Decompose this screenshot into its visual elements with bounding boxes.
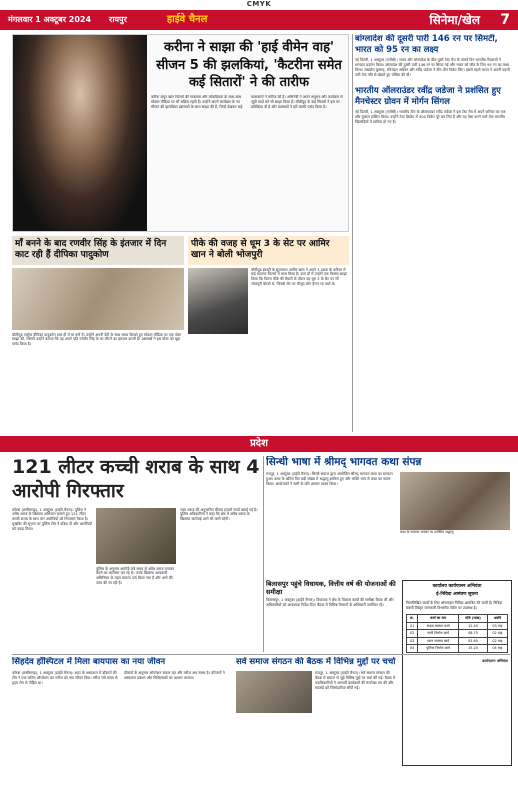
deepika-story-photo — [12, 268, 184, 330]
tender-body: निम्नलिखित कार्यों के लिए ऑनलाइन निविदा आमंत्रित की जाती है। निविदा संबंधी विस्तृत जानकारी विभागीय पोर्टल पर उपलब्ध है। — [406, 601, 503, 611]
table-cell: 02 माह — [487, 630, 507, 638]
column-divider — [352, 34, 353, 432]
right-story-body: नई दिल्ली, 1 अक्टूबर (एजेंसी)। भारत और बांग्लादेश के बीच दूसरे टेस्ट मैच के पांचवें दिन भारतीय गेंदबाजों ने शानदार प्रदर्शन किया। बांग्लादेश की दूसरी पारी 146 रन पर सिमट गई और भारत को जीत के लिए 95 रन का लक्ष्य मिला। जसप्रीत बुमराह, रविचंद्रन अश्विन और रवींद्र जडेजा ने तीन-तीन विकेट लिए। इससे पहले भारत ने अपनी पहली पारी तेज गति से खेलते हुए घोषित की थी। — [355, 58, 510, 78]
table-cell: 04 माह — [487, 645, 507, 653]
samaj-story-body: रायपुर, 1 अक्टूबर (हाईवे चैनल)। सर्व समाज संगठन की बैठक में समाज से जुड़े विभिन्न मुद्दों पर चर्चा की गई। बैठक में पदाधिकारियों ने आगामी कार्यक्रमों की रूपरेखा तय की और सदस्यों को जिम्मेदारियां सौंपी गईं। — [315, 670, 396, 690]
tender-table — [406, 614, 508, 653]
liquor-story-photo — [96, 508, 176, 564]
samaj-story-headline: सर्व समाज संगठन की बैठक में विभिन्न मुद्दों पर चर्चा — [236, 657, 396, 667]
deepika-story-body: बॉलीवुड एक्ट्रेस दीपिका पादुकोण हाल ही में मां बनी हैं। उन्होंने अपनी बेटी के साथ समय बिताते हुए सोशल मीडिया पर एक पोस्ट साझा की, जिसमें उन्होंने बताया कि वह अपने पति रणवीर सिंह के घर लौटने का इंतजार करती हैं। प्रशंसकों ने इस पोस्ट को खूब पसंद किया है। — [12, 332, 182, 347]
bhagwat-story-body: रायपुर, 1 अक्टूबर (हाईवे चैनल)। सिन्धी समाज द्वारा आयोजित श्रीमद् भागवत कथा का समापन हुआ। कथा के अंतिम दिन बड़ी संख्या में श्रद्धालु शामिल हुए और भक्ति भाव से कथा का श्रवण किया। आयोजकों ने सभी के प्रति आभार व्यक्त किया। — [266, 472, 393, 487]
table-cell: 15.20 — [459, 645, 488, 653]
page-number: 7 — [500, 11, 510, 28]
liquor-story-headline: 121 लीटर कच्ची शराब के साथ 4 आरोपी गिरफ्तार — [12, 456, 260, 502]
hospital-story-body-right: डॉक्टरों के अनुसार ऑपरेशन सफल रहा और मरीज अब स्वस्थ है। परिजनों ने अस्पताल प्रबंधन और चिकित्सकों का आभार जताया। — [124, 670, 225, 680]
table-row — [407, 645, 508, 653]
tender-footer: कार्यपालन अभियंता — [482, 659, 508, 664]
deepika-story — [12, 236, 184, 432]
vitiya-story-body: बिलासपुर, 1 अक्टूबर (हाईवे चैनल)। विधायक ने क्षेत्र के विकास कार्यों की समीक्षा बैठक ली और अधिकारियों को आवश्यक निर्देश दिए। बैठक में विभिन्न विभागों के अधिकारी उपस्थित रहे। — [266, 598, 394, 608]
bhagwat-story — [266, 456, 510, 576]
column-divider — [263, 456, 264, 652]
table-cell: 03 माह — [487, 622, 507, 630]
hospital-story-headline: सिंहदेव हॉस्पिटल में मिला बायपास का नया जीवन — [12, 657, 166, 667]
bhagwat-photo-caption: कथा के समापन अवसर पर उपस्थित श्रद्धालु — [400, 530, 454, 535]
masthead — [0, 10, 518, 30]
samaj-story — [236, 657, 398, 783]
newspaper-brand: हाईवे चैनल — [166, 14, 208, 26]
section-name: सिनेमा/खेल — [429, 12, 480, 27]
aamir-story-headline: पीके की वजह से धूम 3 के सेट पर आमिर खान ने बोली भोजपुरी — [188, 236, 349, 265]
liquor-story — [12, 456, 260, 652]
aamir-story — [188, 236, 349, 432]
tender-subtitle: ई-निविदा आमंत्रण सूचना — [436, 592, 478, 598]
table-cell: 02 माह — [487, 637, 507, 645]
lead-story-photo — [13, 35, 147, 231]
table-cell: 08.75 — [459, 630, 488, 638]
table-cell: भवन मरम्मत कार्य — [418, 637, 459, 645]
liquor-story-body-right: जब्त शराब की अनुमानित कीमत हजारों रुपये बताई गई है। पुलिस अधिकारियों ने कहा कि क्षेत्र में अवैध शराब के खिलाफ कार्रवाई आगे भी जारी रहेगी। — [180, 507, 258, 522]
cmyk-mark: CMYK — [246, 0, 272, 9]
tender-col-header: राशि (लाख) — [459, 615, 488, 623]
table-cell: पुलिया निर्माण कार्य — [418, 645, 459, 653]
tender-title: कार्यालय कार्यपालन अभियंता — [432, 584, 482, 589]
right-sub-body: नई दिल्ली, 1 अक्टूबर (एजेंसी)। भारतीय टीम के ऑलराउंडर रवींद्र जडेजा ने इस टेस्ट मैच में अपने करियर का एक और मुकाम हासिल किया। उन्होंने टेस्ट क्रिकेट में 300 विकेट पूरे कर लिए हैं और वह ऐसा करने वाले तेज भारतीय खिलाड़ियों में शामिल हो गए हैं। — [355, 110, 506, 125]
deepika-story-headline: माँ बनने के बाद रणवीर सिंह के इंतजार में दिन काट रही हैं दीपिका पादुकोण — [12, 236, 184, 265]
bhagwat-story-photo — [400, 472, 510, 530]
table-row — [407, 622, 508, 630]
tender-table-header-row — [407, 615, 508, 623]
lead-story — [12, 34, 349, 232]
table-row — [407, 637, 508, 645]
section-band: प्रदेश — [0, 436, 518, 452]
table-cell: नाली निर्माण कार्य — [418, 630, 459, 638]
print-color-bar — [0, 0, 518, 10]
row-divider — [12, 654, 510, 655]
aamir-story-photo — [188, 268, 248, 334]
lead-story-headline: करीना ने साझा की 'हाई वीमेन वाह' सीजन 5 की झलकियां, 'कैटरीना समेत कई सितारों' ने की तारीफ — [156, 40, 342, 91]
table-cell: सड़क मरम्मत कार्य — [418, 622, 459, 630]
right-sub-headline: भारतीय ऑलराउंडर रवींद्र जडेजा ने प्रशंसित हुए मैनचेस्टर ग्रोवन में मोर्गन सिंगल — [355, 86, 501, 107]
table-cell: 02 — [407, 630, 418, 638]
samaj-story-photo — [236, 671, 312, 713]
table-cell: 05.60 — [459, 637, 488, 645]
aamir-story-body: बॉलीवुड इंडस्ट्री के सुपरस्टार आमिर खान ने अपने 3 दशक के करियर में कई यादगार फिल्मों में काम किया है। हाल ही में उन्होंने एक किस्सा साझा किया कि फिल्म पीके की तैयारी के दौरान वह धूम 3 के सेट पर भी भोजपुरी बोलते थे, जिससे सेट पर मौजूद लोग हैरान रह जाते थे। — [251, 267, 347, 287]
edition-city: रायपुर — [109, 14, 127, 24]
right-story-headline: बांग्लादेश की दूसरी पारी 146 रन पर सिमटी, भारत को 95 रन का लक्ष्य — [355, 34, 498, 55]
table-cell: 01 — [407, 622, 418, 630]
vitiya-story-headline: बिलासपुर पहुंचे विधायक, वित्तीय वर्ष की योजनाओं की समीक्षा — [266, 580, 396, 597]
liquor-story-body-left: कोरबा (छत्तीसगढ़), 1 अक्टूबर (हाईवे चैनल)। पुलिस ने अवैध शराब के खिलाफ अभियान चलाते हुए 121 लीटर कच्ची शराब के साथ चार आरोपियों को गिरफ्तार किया है। मुखबिर की सूचना पर पुलिस टीम ने दबिश दी और आरोपियों को पकड़ लिया। — [12, 507, 92, 532]
tender-col-header: कार्य का नाम — [418, 615, 459, 623]
table-cell: 12.40 — [459, 622, 488, 630]
right-column — [355, 34, 510, 432]
bhagwat-story-headline: सिन्धी भाषा में श्रीमद् भागवत कथा संपन्न — [266, 456, 422, 468]
tender-col-header: अवधि — [487, 615, 507, 623]
hospital-story — [12, 657, 232, 783]
table-row — [407, 630, 508, 638]
table-cell: 03 — [407, 637, 418, 645]
table-cell: 04 — [407, 645, 418, 653]
vitiya-story — [266, 580, 398, 654]
hospital-story-body-left: कोरबा (छत्तीसगढ़), 1 अक्टूबर (हाईवे चैनल)। शहर के अस्पताल में डॉक्टरों की टीम ने एक जटिल ऑपरेशन कर मरीज को नया जीवन दिया। मरीज लंबे समय से हृदय रोग से पीड़ित था। — [12, 670, 118, 685]
lead-story-body: करीना कपूर खान फिल्मों की सफलता और लोकप्रियता के साथ-साथ सोशल मीडिया पर भी सक्रिय रहती हैं। उन्होंने अपने कार्यक्रम के नए सीजन की झलकियां प्रशंसकों के साथ साझा की हैं, जिन्हें देखकर कई कलाकारों ने तारीफ की है। अभिनेत्री ने अपने अनुभव और कार्यक्रम से जुड़ी यादों को भी साझा किया है। बॉलीवुड के कई सितारों ने इस पर प्रतिक्रिया दी है और प्रशंसकों ने इसे काफी पसंद किया है। — [151, 95, 343, 109]
tender-col-header: क्र. — [407, 615, 418, 623]
issue-date: मंगलवार 1 अक्टूबर 2024 — [8, 14, 92, 24]
liquor-story-body-mid: पुलिस के अनुसार आरोपी लंबे समय से अवैध शराब बनाकर बेचने का कारोबार कर रहे थे। उनके खिलाफ आबकारी अधिनियम के तहत मामला दर्ज किया गया है और आगे की जांच की जा रही है। — [96, 566, 175, 586]
tender-notice — [402, 580, 512, 766]
